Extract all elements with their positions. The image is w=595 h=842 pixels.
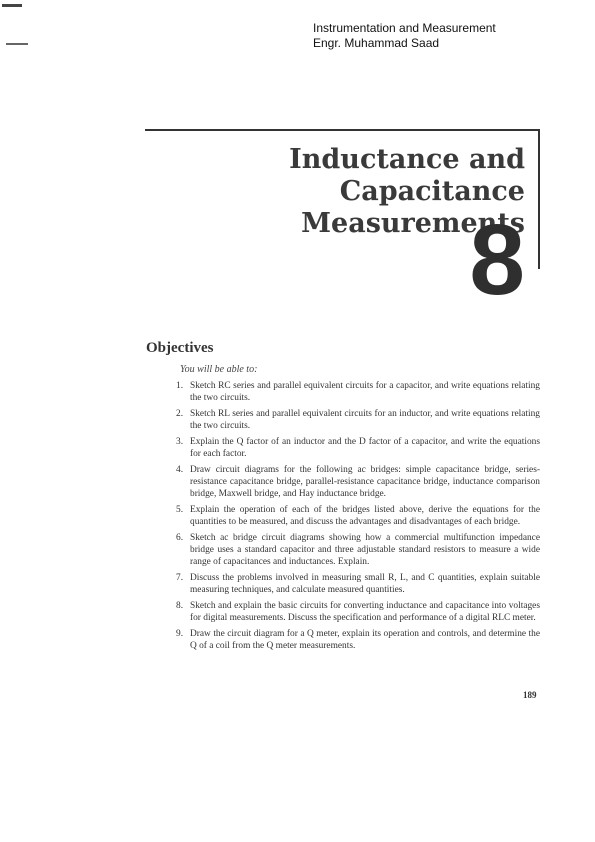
objective-item — [178, 532, 540, 568]
objective-text: Sketch ac bridge circuit diagrams showing how a commercial multifunction impedance bridge uses a standard capacitor and three adjustable standard resistors to measure a wide range of capacitances and inductances. Explain. — [190, 533, 540, 567]
objective-number: 1. — [176, 381, 184, 391]
objectives-list — [178, 380, 540, 656]
objective-item — [178, 464, 540, 500]
author-name: Engr. Muhammad Saad — [313, 36, 440, 50]
objective-item — [178, 572, 540, 596]
objective-item — [178, 628, 540, 652]
objective-number: 8. — [176, 601, 184, 611]
objective-number: 7. — [176, 573, 184, 583]
objective-text: Sketch and explain the basic circuits for converting inductance and capacitance into voltages for digital measurements. Discuss the specification and performance of a digital RLC meter. — [190, 601, 540, 623]
objective-number: 3. — [176, 437, 184, 447]
chapter-title-line-1: Inductance and Capacitance — [289, 144, 525, 207]
chapter-number: 8 — [469, 204, 525, 316]
running-header — [313, 21, 496, 51]
title-rule-vertical — [538, 129, 540, 269]
page-number: 189 — [523, 690, 537, 700]
objective-text: Discuss the problems involved in measuring small R, L, and C quantities, explain suitable measuring techniques, and calculate measured quantities. — [190, 573, 540, 595]
objective-number: 2. — [176, 409, 184, 419]
scan-artifact — [2, 4, 22, 7]
objective-number: 4. — [176, 465, 184, 475]
objective-number: 6. — [176, 533, 184, 543]
objective-number: 9. — [176, 629, 184, 639]
objectives-intro: You will be able to: — [180, 364, 258, 375]
objective-text: Sketch RL series and parallel equivalent circuits for an inductor, and write equations relating the two circuits. — [190, 409, 540, 431]
objective-text: Draw circuit diagrams for the following ac bridges: simple capacitance bridge, series-resistance capacitance bridge, parallel-resistance capacitance bridge, inductance comparison bridge, Maxwell bridge, and Hay inductance bridge. — [190, 465, 540, 499]
objective-item — [178, 436, 540, 460]
chapter-title — [105, 144, 525, 240]
scan-artifact — [6, 43, 28, 45]
objective-number: 5. — [176, 505, 184, 515]
objective-item — [178, 504, 540, 528]
objective-item — [178, 380, 540, 404]
chapter-title-line-2: Measurements — [301, 208, 525, 239]
objective-item — [178, 408, 540, 432]
objective-item — [178, 600, 540, 624]
objective-text: Sketch RC series and parallel equivalent circuits for a capacitor, and write equations relating the two circuits. — [190, 381, 540, 403]
objective-text: Draw the circuit diagram for a Q meter, explain its operation and controls, and determine the Q of a coil from the Q meter measurements. — [190, 629, 540, 651]
title-rule-horizontal — [145, 129, 540, 131]
objectives-heading: Objectives — [146, 340, 214, 356]
objective-text: Explain the operation of each of the bridges listed above, derive the equations for the quantities to be measured, and discuss the advantages and disadvantages of each bridge. — [190, 505, 540, 527]
objective-text: Explain the Q factor of an inductor and the D factor of a capacitor, and write the equations for each factor. — [190, 437, 540, 459]
course-title: Instrumentation and Measurement — [313, 21, 496, 35]
